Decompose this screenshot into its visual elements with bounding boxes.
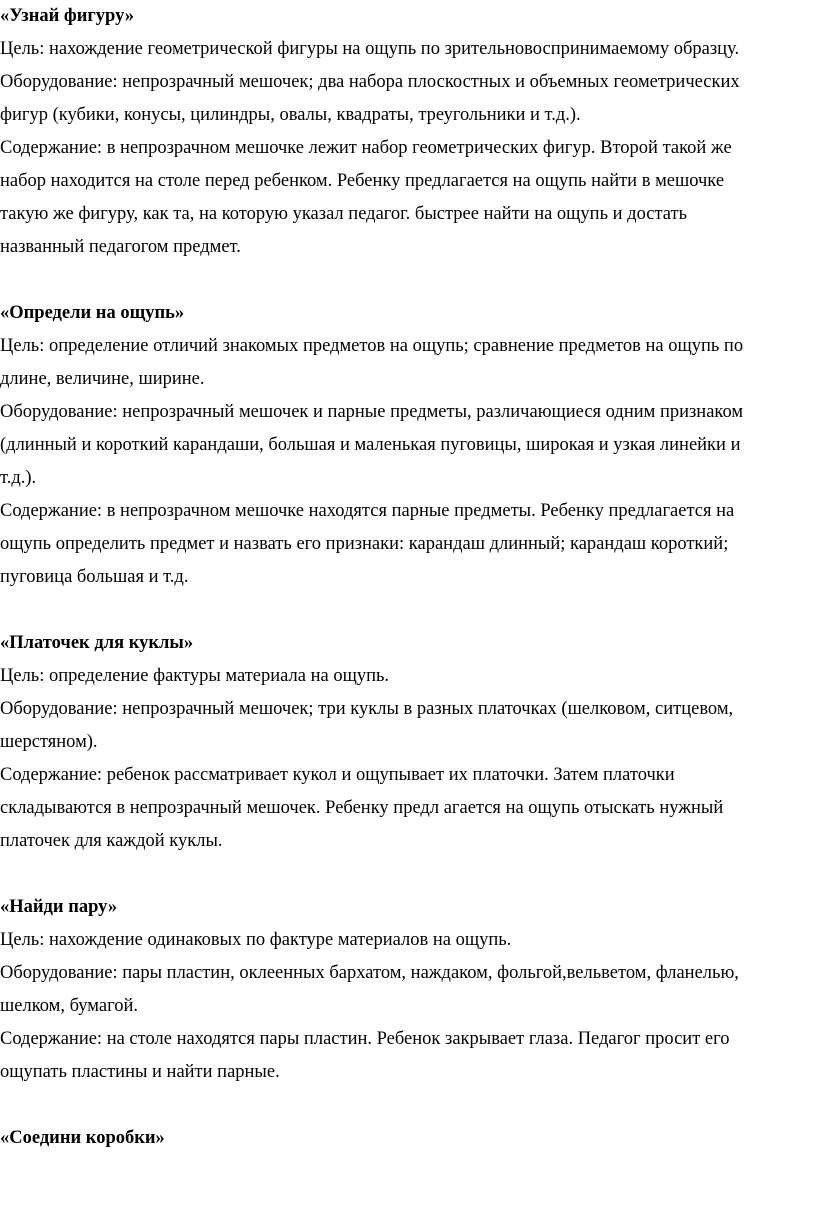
section-spacer [0,1089,816,1122]
game-text-line: Цель: определение фактуры материала на ощупь. [0,666,390,686]
game-text-line: названный педагогом предмет. [0,237,241,257]
game-text-line: Цель: нахождение одинаковых по фактуре материалов на ощупь. [0,930,512,950]
section-spacer [0,858,816,891]
section-spacer [0,264,816,297]
section-spacer [0,594,816,627]
game-text-line: Оборудование: пары пластин, оклеенных бархатом, наждаком, фольгой,вельветом, фланелью, [0,963,739,983]
game-text-line: Содержание: на столе находятся пары пластин. Ребенок закрывает глаза. Педагог просит его [0,1029,730,1049]
game-section-opredeli-na-oshchup [0,297,816,594]
game-text-line: Содержание: в непрозрачном мешочке находятся парные предметы. Ребенку предлагается на [0,501,735,521]
game-text-line: длине, величине, ширине. [0,369,205,389]
game-text-line: ощупь определить предмет и назвать его признаки: карандаш длинный; карандаш короткий; [0,534,729,554]
game-section-naidi-paru [0,891,816,1089]
game-title: «Соедини коробки» [0,1128,165,1148]
game-text-line: набор находится на столе перед ребенком. Ребенку предлагается на ощупь найти в мешочке [0,171,725,191]
game-text-line: Цель: нахождение геометрической фигуры на ощупь по зрительновоспринимаемому образцу. [0,39,740,59]
game-section-uznai-figuru [0,0,816,264]
game-text-line: Содержание: в непрозрачном мешочке лежит набор геометрических фигур. Второй такой же [0,138,732,158]
game-section-soedini-korobki [0,1122,816,1155]
game-title: «Узнай фигуру» [0,6,135,26]
game-text-line: фигур (кубики, конусы, цилиндры, овалы, квадраты, треугольники и т.д.). [0,105,581,125]
game-text-line: Оборудование: непрозрачный мешочек и парные предметы, различающиеся одним признаком [0,402,744,422]
game-text-line: такую же фигуру, как та, на которую указал педагог. быстрее найти на ощупь и достать [0,204,688,224]
game-text-line: шелком, бумагой. [0,996,139,1016]
game-text-line: ощупать пластины и найти парные. [0,1062,280,1082]
game-title: «Платочек для куклы» [0,633,194,653]
game-text-line: Цель: определение отличий знакомых предметов на ощупь; сравнение предметов на ощупь по [0,336,744,356]
game-text-line: (длинный и короткий карандаши, большая и маленькая пуговицы, широкая и узкая линейки и [0,435,741,455]
game-text-line: Содержание: ребенок рассматривает кукол и ощупывает их платочки. Затем платочки [0,765,675,785]
game-title: «Найди пару» [0,897,118,917]
game-text-line: платочек для каждой куклы. [0,831,223,851]
game-text-line: Оборудование: непрозрачный мешочек; три куклы в разных платочках (шелковом, ситцевом, [0,699,734,719]
game-text-line: т.д.). [0,468,37,488]
game-text-line: шерстяном). [0,732,98,752]
game-title: «Определи на ощупь» [0,303,185,323]
game-text-line: Оборудование: непрозрачный мешочек; два набора плоскостных и объемных геометрических [0,72,740,92]
game-section-platochek-dlya-kukly [0,627,816,858]
game-text-line: пуговица большая и т.д. [0,567,189,587]
game-text-line: складываются в непрозрачный мешочек. Ребенку предл агается на ощупь отыскать нужный [0,798,724,818]
